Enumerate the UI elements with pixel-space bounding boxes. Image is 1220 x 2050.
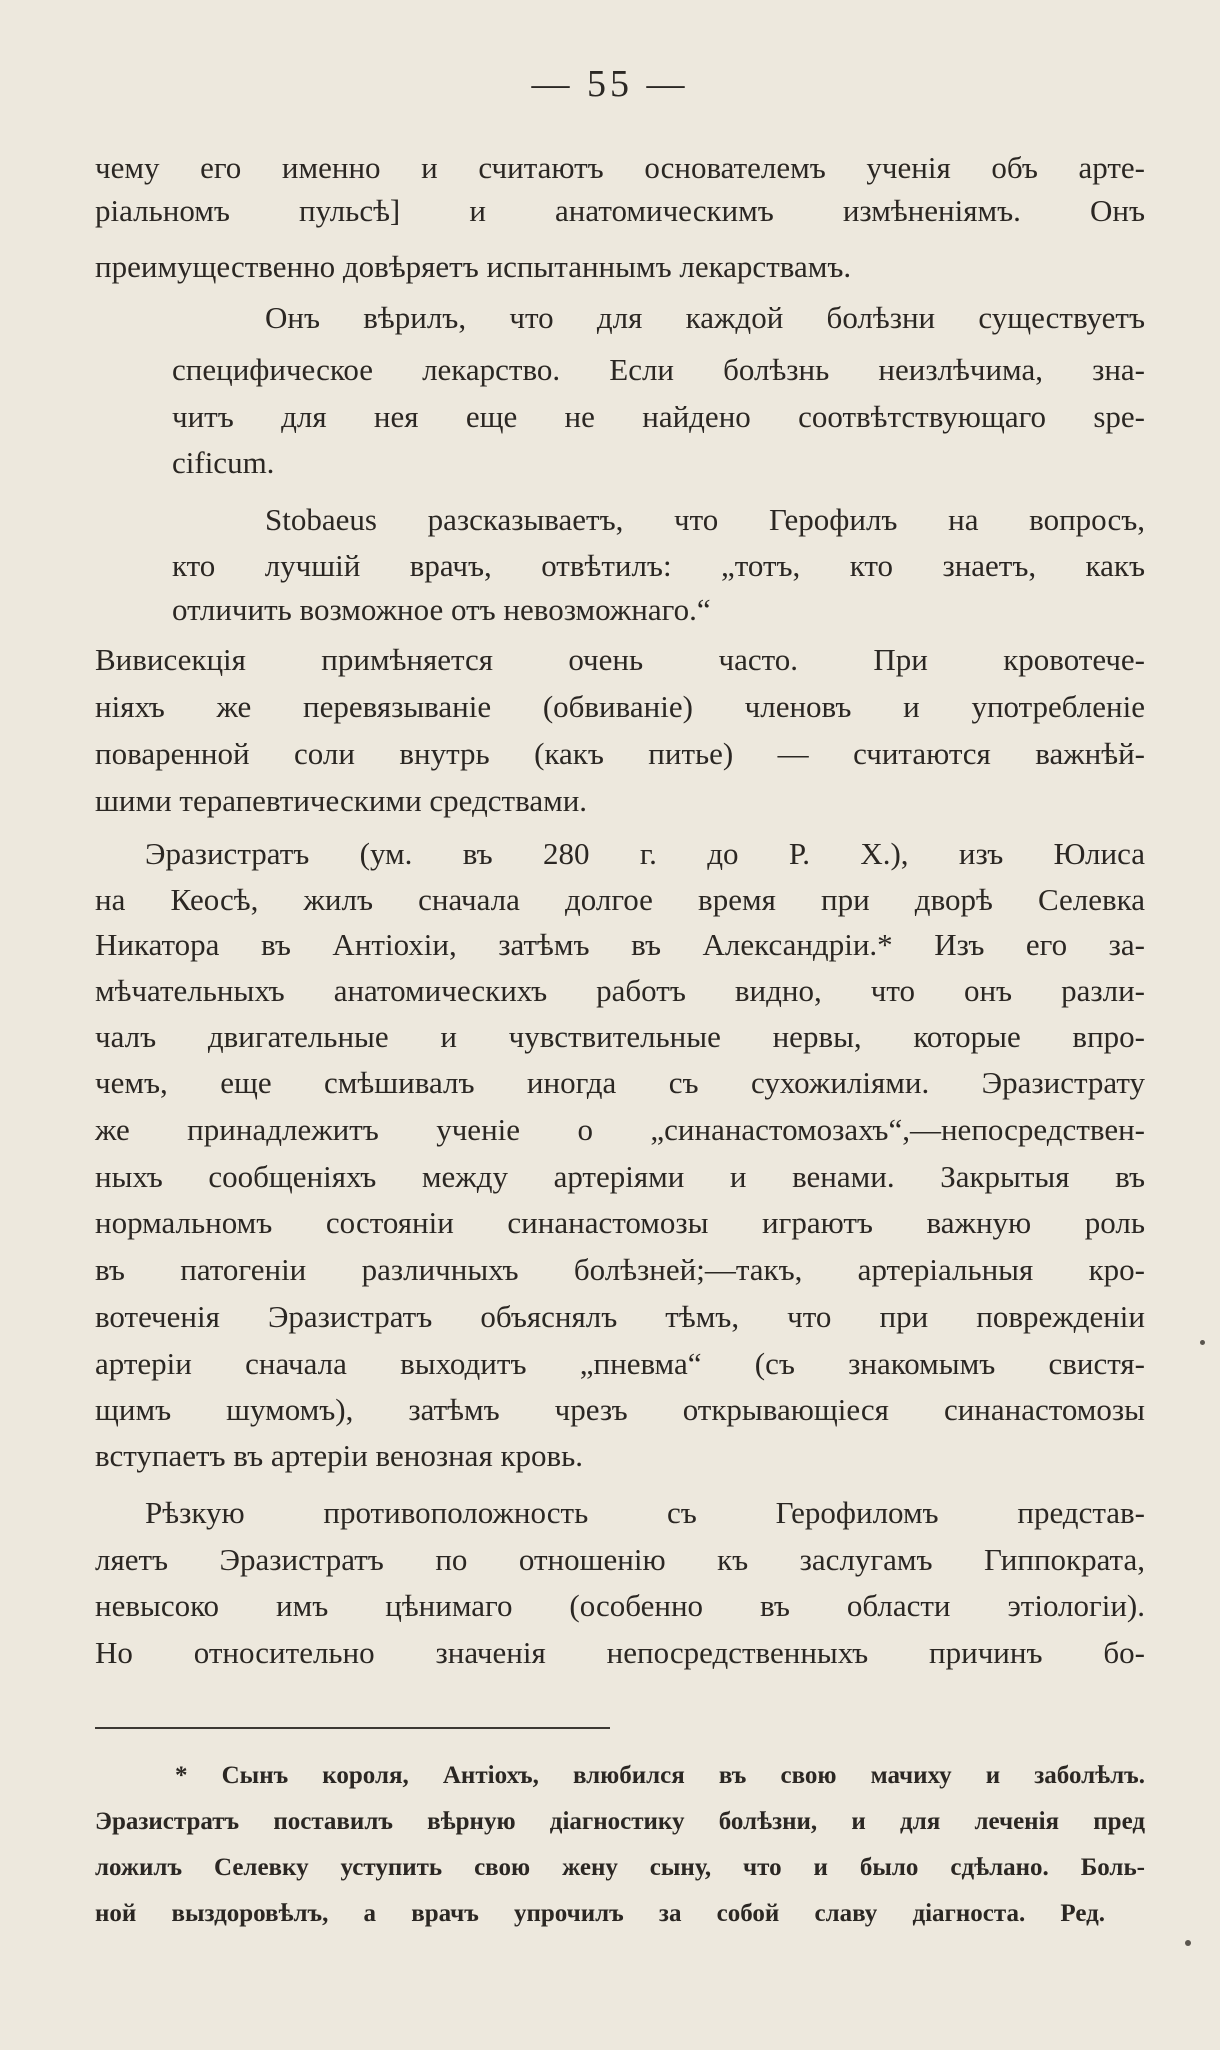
footnote-line: Эразистратъ поставилъ вѣрную діагностику болѣзни, и для леченія пред: [95, 1808, 1145, 1835]
text-line: ныхъ сообщеніяхъ между артеріями и венами. Закрытыя въ: [95, 1159, 1145, 1194]
text-line: вступаетъ въ артеріи венозная кровь.: [95, 1438, 584, 1473]
ink-spot: [1185, 1940, 1191, 1946]
text-line: въ патогеніи различныхъ болѣзней;—такъ, артеріальныя кро-: [95, 1252, 1145, 1287]
footnote-divider: [95, 1727, 610, 1729]
text-line: специфическое лекарство. Если болѣзнь неизлѣчима, зна-: [172, 352, 1145, 387]
text-line: ляетъ Эразистратъ по отношенію къ заслугамъ Гиппократа,: [95, 1542, 1145, 1577]
text-line: поваренной соли внутрь (какъ питье) — считаются важнѣй-: [95, 736, 1145, 771]
ink-spot: [1200, 1340, 1205, 1345]
text-line: преимущественно довѣряетъ испытаннымъ лекарствамъ.: [95, 249, 852, 284]
text-line: чему его именно и считаютъ основателемъ ученія объ арте-: [95, 150, 1145, 185]
text-line: чемъ, еще смѣшивалъ иногда съ сухожиліями. Эразистрату: [95, 1065, 1145, 1100]
text-line: ніяхъ же перевязываніе (обвиваніе) членовъ и употребленіе: [95, 689, 1145, 724]
footnote-line: ложилъ Селевку уступить свою жену сыну, что и было сдѣлано. Боль-: [95, 1854, 1145, 1881]
text-line: шими терапевтическими средствами.: [95, 783, 588, 818]
text-line: на Кеосѣ, жилъ сначала долгое время при дворѣ Селевка: [95, 882, 1145, 917]
text-line: Онъ вѣрилъ, что для каждой болѣзни существуетъ: [265, 300, 1145, 335]
text-line: Но относительно значенія непосредственныхъ причинъ бо-: [95, 1635, 1145, 1670]
text-line: артеріи сначала выходитъ „пневма“ (съ знакомымъ свистя-: [95, 1346, 1145, 1381]
page-number: — 55 —: [531, 63, 689, 105]
text-line: читъ для нея еще не найдено соотвѣтствующаго spe-: [172, 399, 1145, 434]
text-line: невысоко имъ цѣнимаго (особенно въ области этіологіи).: [95, 1588, 1145, 1623]
text-line: же принадлежитъ ученіе о „синанастомозахъ“,—непосредствен-: [95, 1112, 1145, 1147]
text-line: Рѣзкую противоположность съ Герофиломъ представ-: [145, 1495, 1145, 1530]
text-line: ріальномъ пульсѣ] и анатомическимъ измѣненіямъ. Онъ: [95, 193, 1145, 228]
text-line: отличить возможное отъ невозможнаго.“: [172, 592, 711, 627]
text-line: нормальномъ состояніи синанастомозы играютъ важную роль: [95, 1205, 1145, 1240]
text-line: Stobaeus разсказываетъ, что Герофилъ на вопросъ,: [265, 502, 1145, 537]
text-line: мѣчательныхъ анатомическихъ работъ видно, что онъ разли-: [95, 973, 1145, 1008]
text-line: чалъ двигательные и чувствительные нервы, которые впро-: [95, 1019, 1145, 1054]
text-line: щимъ шумомъ), затѣмъ чрезъ открывающіеся синанастомозы: [95, 1392, 1145, 1427]
text-line: кто лучшій врачъ, отвѣтилъ: „тотъ, кто знаетъ, какъ: [172, 548, 1145, 583]
text-line: Вивисекція примѣняется очень часто. При кровотече-: [95, 642, 1145, 677]
footnote-line: ной выздоровѣлъ, а врачъ упрочилъ за собой славу діагноста. Ред.: [95, 1900, 1105, 1927]
footnote-line: * Сынъ короля, Антіохъ, влюбился въ свою мачиху и заболѣлъ.: [175, 1762, 1145, 1789]
text-line: Эразистратъ (ум. въ 280 г. до Р. Х.), изъ Юлиса: [145, 836, 1145, 871]
text-line: вотеченія Эразистратъ объяснялъ тѣмъ, что при поврежденіи: [95, 1299, 1145, 1334]
text-line: cificum.: [172, 445, 275, 480]
text-line: Никатора въ Антіохіи, затѣмъ въ Александріи.* Изъ его за-: [95, 927, 1145, 962]
